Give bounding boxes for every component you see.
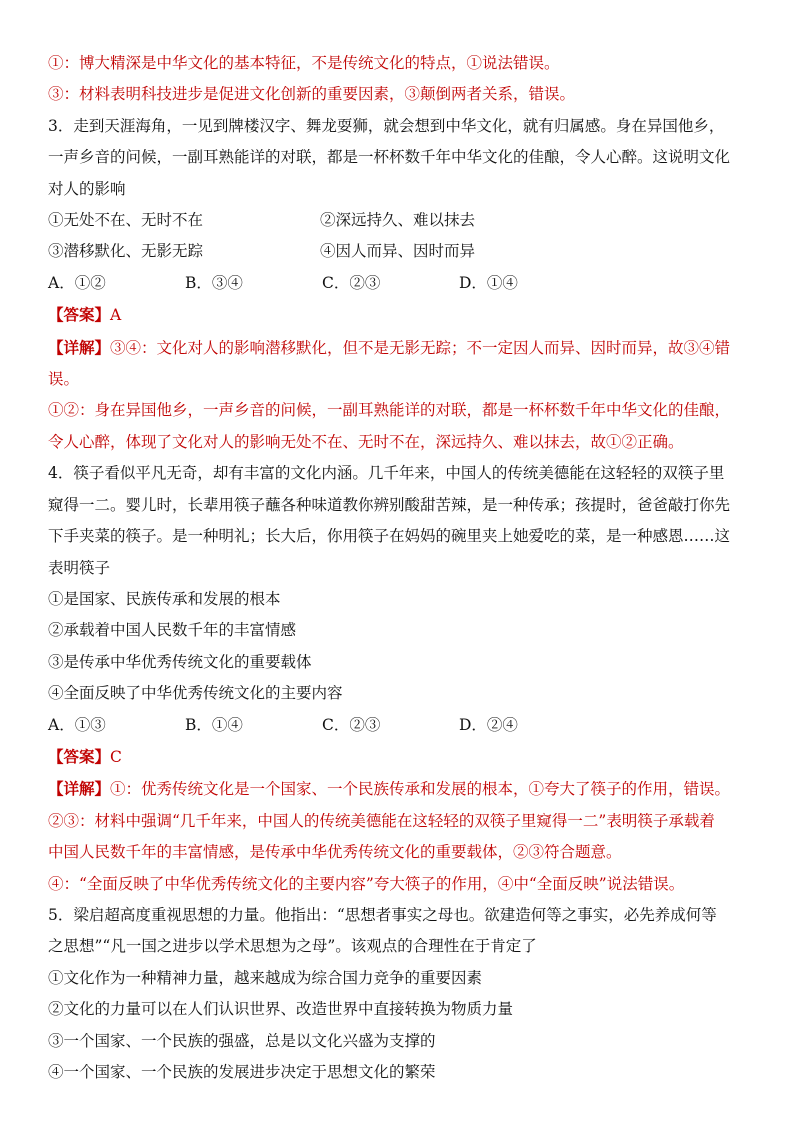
question-5-line-2: 之思想”“凡一国之进步以学术思想为之母”。该观点的合理性在于肯定了 [48,937,537,956]
choice-c: C．②③ [322,715,381,734]
statement-2: ②深远持久、难以抹去 [320,211,476,230]
question-4-line-3: 下手夹菜的筷子。是一种明礼；长大后，你用筷子在妈妈的碗里夹上她爱吃的菜，是一种感恩……这 [48,527,731,546]
q4-detail-line-3: 中国人民数千年的丰富情感，是传承中华优秀传统文化的重要载体，②③符合题意。 [48,843,622,862]
choice-d: D．②④ [459,715,518,734]
answer-value: C [110,747,122,766]
statement-1: ①无处不在、无时不在 [48,211,204,230]
q4-detail-line-1 [48,773,748,805]
q4-detail-line-2: ②③：材料中强调“几千年来，中国人的传统美德能在这轻轻的双筷子里窥得一二”表明筷子承载着 [48,811,715,830]
question-3-line-3: 对人的影响 [48,179,126,198]
choice-a: A．①③ [48,715,106,734]
statement-3: ③潜移默化、无影无踪 [48,242,204,261]
detail-text: ①：优秀传统文化是一个国家、一个民族传承和发展的根本，①夸大了筷子的作用，错误。 [110,780,731,799]
q4-statement-4: ④全面反映了中华优秀传统文化的主要内容 [48,684,343,703]
question-3-line-2: 一声乡音的问候，一副耳熟能详的对联，都是一杯杯数千年中华文化的佳酿，令人心醉。这说明文化 [48,148,731,167]
choice-a: A．①② [48,273,106,292]
q5-statement-2: ②文化的力量可以在人们认识世界、改造世界中直接转换为物质力量 [48,1000,514,1019]
choice-b: B．①④ [185,715,243,734]
choice-d: D．①④ [459,273,518,292]
question-4-line-1: 4．筷子看似平凡无奇，却有丰富的文化内涵。几千年来，中国人的传统美德能在这轻轻的双筷子里 [48,464,725,483]
question-4-line-2: 窥得一二。婴儿时，长辈用筷子蘸各种味道教你辨别酸甜苦辣，是一种传承；孩提时，爸爸敲打你先 [48,495,731,514]
line-0: ①：博大精深是中华文化的基本特征，不是传统文化的特点，①说法错误。 [48,54,560,72]
q3-detail-line-2: 误。 [48,370,80,389]
q3-detail-line-3: ①②：身在异国他乡，一声乡音的问候，一副耳熟能详的对联，都是一杯杯数千年中华文化的佳酿， [48,401,731,420]
answer-tag: 【答案】 [48,305,111,325]
choice-b: B．③④ [185,273,243,292]
q3-statements-row-2 [48,236,748,267]
q5-statement-4: ④一个国家、一个民族的发展进步决定于思想文化的繁荣 [48,1063,436,1081]
detail-text: ③④：文化对人的影响潜移默化，但不是无影无踪；不一定因人而异、因时而异，故③④错 [110,338,731,357]
statement-4: ④因人而异、因时而异 [320,242,476,261]
question-3-line-1: 3．走到天涯海角，一见到牌楼汉字、舞龙耍狮，就会想到中华文化，就有归属感。身在异国他乡， [48,116,725,135]
detail-tag: 【详解】 [48,779,111,799]
q3-detail-line-4: 令人心醉，体现了文化对人的影响无处不在、无时不在，深远持久、难以抹去，故①②正确。 [48,432,684,451]
q3-statements-row-1 [48,205,748,236]
q4-choices [48,710,748,741]
q3-answer [48,299,748,331]
question-4-line-4: 表明筷子 [48,558,111,577]
q4-answer [48,741,748,773]
q3-detail-line-1 [48,332,748,364]
q4-detail-line-4: ④：“全面反映了中华优秀传统文化的主要内容”夸大筷子的作用，④中“全面反映”说法错误。 [48,874,685,893]
q4-statement-2: ②承载着中国人民数千年的丰富情感 [48,621,297,640]
document-page [48,48,748,1088]
q4-statement-3: ③是传承中华优秀传统文化的重要载体 [48,652,312,671]
answer-value: A [110,306,122,325]
answer-tag: 【答案】 [48,746,111,766]
detail-tag: 【详解】 [48,337,111,357]
q4-statement-1: ①是国家、民族传承和发展的根本 [48,589,281,608]
question-5-line-1: 5．梁启超高度重视思想的力量。他指出：“思想者事实之母也。欲建造何等之事实，必先养成何等 [48,905,717,924]
line-1: ③：材料表明科技进步是促进文化创新的重要因素，③颠倒两者关系，错误。 [48,85,576,104]
q3-choices [48,268,748,299]
q5-statement-1: ①文化作为一种精神力量，越来越成为综合国力竞争的重要因素 [48,968,483,987]
q5-statement-3: ③一个国家、一个民族的强盛，总是以文化兴盛为支撑的 [48,1031,436,1050]
choice-c: C．②③ [322,273,381,292]
